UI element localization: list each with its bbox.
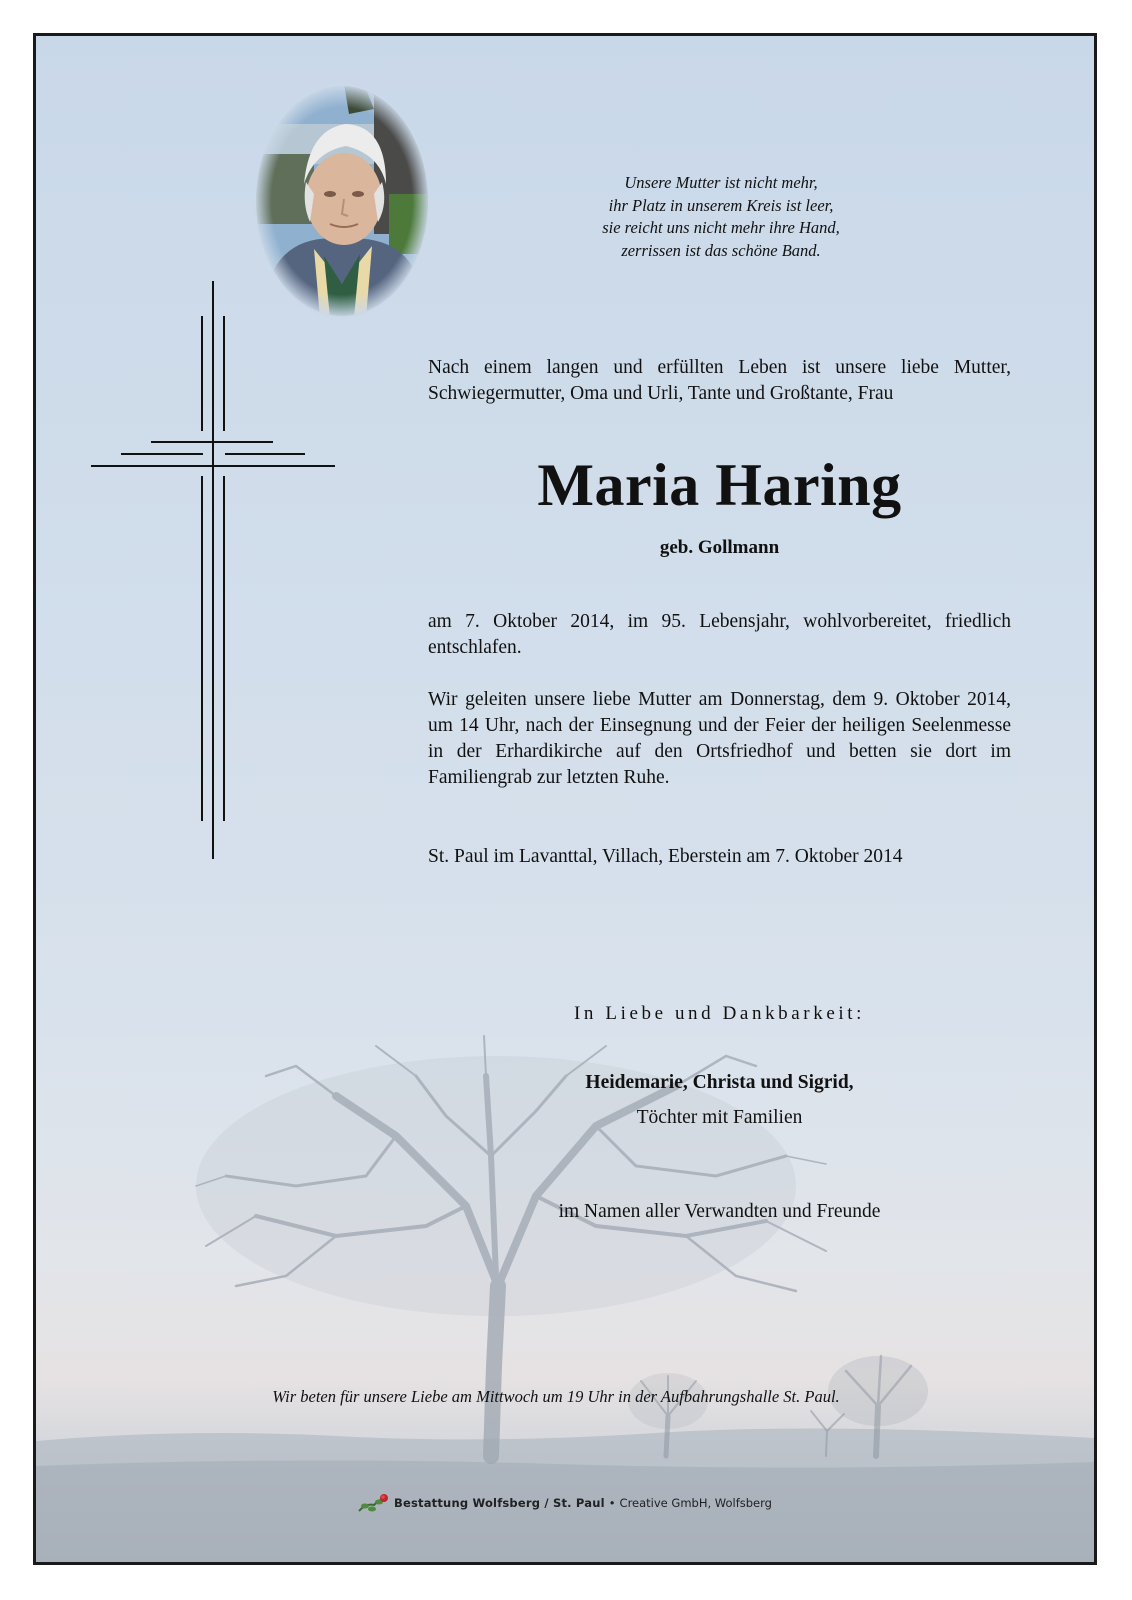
birth-name: geb. Gollmann [659, 537, 780, 558]
obituary-card [33, 33, 1097, 1565]
mourner-names: Heidemarie, Christa und Sigrid, [585, 1072, 854, 1093]
place-date: St. Paul im Lavanttal, Villach, Eberstein am 7. Oktober 2014 [428, 846, 903, 867]
footer-company: Bestattung Wolfsberg / St. Paul [394, 1496, 605, 1510]
rose-logo-icon [356, 1491, 390, 1515]
cross-icon [91, 281, 341, 861]
footer-credit [356, 1490, 772, 1516]
footer-separator: • [608, 1496, 616, 1510]
thanks-heading: In Liebe und Dankbarkeit: [573, 1003, 865, 1024]
memorial-poem [536, 172, 906, 262]
relatives-line: im Namen aller Verwandten und Freunde [558, 1201, 881, 1222]
funeral-details: Wir geleiten unsere liebe Mutter am Donnerstag, dem 9. Oktober 2014, um 14 Uhr, nach der Einsegnung und der Feier der heiligen Seelenmesse in der Erhardikirche auf den Ortsfriedhof und betten sie dort im Familiengrab zur letzten Ruhe. [428, 689, 1011, 788]
intro-text: Nach einem langen und erfüllten Leben ist unsere liebe Mutter, Schwiegermutter, Oma und Urli, Tante und Großtante, Frau [428, 357, 1011, 404]
poem-line: Unsere Mutter ist nicht mehr, [624, 173, 818, 192]
deceased-name: Maria Haring [537, 452, 902, 518]
prayer-notice: Wir beten für unsere Liebe am Mittwoch um 19 Uhr in der Aufbahrungshalle St. Paul. [272, 1387, 840, 1406]
poem-line: sie reicht uns nicht mehr ihre Hand, [602, 218, 840, 237]
death-notice: am 7. Oktober 2014, im 95. Lebensjahr, wohlvorbereitet, friedlich entschlafen. [428, 611, 1011, 658]
poem-line: zerrissen ist das schöne Band. [621, 240, 821, 260]
mourner-relation: Töchter mit Familien [636, 1107, 803, 1128]
poem-line: ihr Platz in unserem Kreis ist leer, [608, 195, 834, 215]
footer-partner: Creative GmbH, Wolfsberg [619, 1496, 772, 1510]
